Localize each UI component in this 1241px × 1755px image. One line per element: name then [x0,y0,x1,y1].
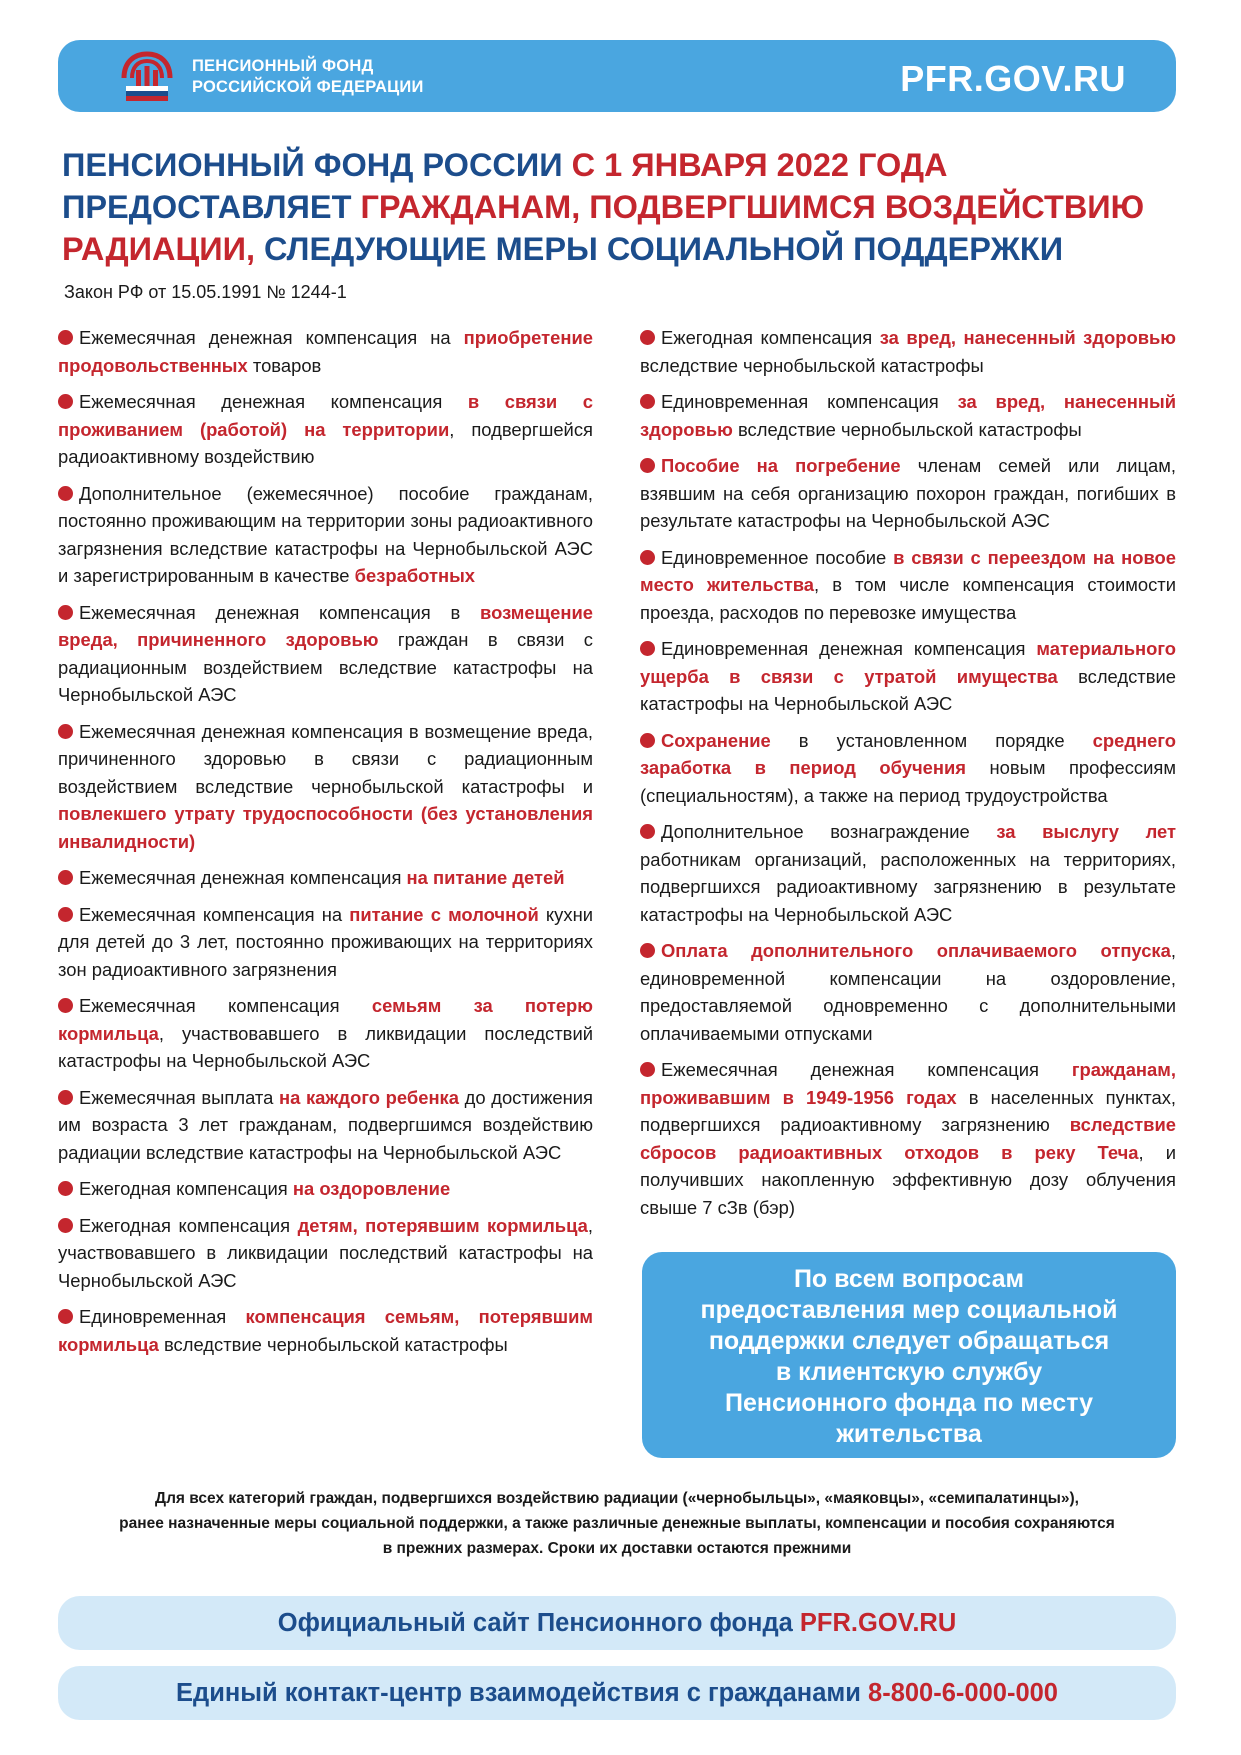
measure-text: кухни для детей до 3 лет, постоянно проживающих на территориях зон радиоактивного загрязнения [58,903,593,980]
measure-highlight: в связи с проживанием (работой) на территории [58,391,593,440]
measure-text: в установленном порядке [770,729,1093,751]
title-part: С 1 ЯНВАРЯ 2022 ГОДА [571,147,948,183]
measure-text: Ежемесячная денежная компенсация на [79,327,464,348]
measure-text: , и получивших накопленную эффективную дозу облучения свыше 7 сЗв (бэр) [640,1141,1176,1218]
measures-right-column [640,324,1176,1230]
measure-item [58,480,593,590]
measure-text: Ежемесячная денежная компенсация [79,867,407,888]
contact-center-label: Единый контакт-центр взаимодействия с гражданами [176,1679,869,1707]
measure-text: Ежегодная компенсация [79,1214,298,1236]
bullet-icon [58,1309,73,1324]
bullet-icon [58,486,73,501]
measure-highlight: за вред, нанесенный здоровью [640,391,1177,440]
measure-text: Ежемесячная компенсация [79,995,372,1016]
measure-text: Единовременное пособие [661,546,894,568]
measure-text: вследствие чернобыльской катастрофы [640,354,984,376]
footnote-line: в прежних размерах. Сроки их доставки остаются прежними [382,1540,852,1557]
measure-item [58,864,593,892]
measure-text: Единовременная денежная компенсация [661,638,1037,659]
measure-highlight: на оздоровление [292,1178,451,1199]
measure-item [58,324,593,379]
measure-text: работникам организаций, расположенных на территориях, подвергшихся радиоактивному загрязнению в результате катастрофы на Чернобыльской АЭС [640,848,1176,925]
measure-text: , в том числе компенсация стоимости проезда, расходов по перевозке имущества [640,574,1176,623]
page-title [62,144,1182,270]
measure-highlight: за вред, нанесенный здоровью [879,327,1177,348]
header-bar [58,40,1176,112]
official-site-bar [58,1596,1176,1650]
measure-text: Ежемесячная денежная компенсация в возмещение вреда, причиненного здоровью в связи с радиационным воздействием вследствие чернобыльской катастрофы и [58,720,593,797]
bullet-icon [58,724,73,739]
contact-center-phone[interactable]: 8-800-6-000-000 [868,1679,1058,1707]
measure-text: Ежегодная компенсация [661,327,880,348]
measure-highlight: за выслугу лет [996,821,1176,842]
measure-highlight: детям, потерявшим кормильца [297,1214,588,1236]
title-line-3 [62,228,1182,270]
measure-highlight: вследствие сбросов радиоактивных отходов в реку Теча [640,1114,1176,1163]
measure-item [58,718,593,856]
measure-text: в населенных пунктах, подвергшихся радиоактивному загрязнению [640,1086,1176,1135]
title-part: ПЕНСИОННЫЙ ФОНД РОССИИ [62,147,572,183]
measure-highlight: питание с молочной [349,903,539,925]
title-part: СЛЕДУЮЩИЕ МЕРЫ СОЦИАЛЬНОЙ ПОДДЕРЖКИ [264,231,1064,267]
measure-item [58,901,593,984]
official-site-label: Официальный сайт Пенсионного фонда [277,1609,800,1637]
measure-highlight: безработных [354,565,475,586]
measure-highlight: на каждого ребенка [278,1086,459,1108]
footnote [58,1486,1176,1561]
measure-highlight: на питание детей [406,867,565,888]
measure-text: , участвовавшего в ликвидации последствий катастрофы на Чернобыльской АЭС [58,1022,593,1071]
measure-text: Дополнительное (ежемесячное) пособие гражданам, постоянно проживающим на территории зоны радиоактивного загрязнения вследствие катастрофы на Чернобыльской АЭС и зарегистрированным в качестве [58,482,593,586]
footnote-line: ранее назначенные меры социальной поддержки, а также различные денежные выплаты, компенсации и пособия сохраняются [119,1515,1115,1532]
measure-item [58,1303,593,1358]
measure-item [640,388,1176,443]
official-site-link[interactable]: PFR.GOV.RU [799,1609,957,1637]
infobox-line: Пенсионного фонда по месту [725,1389,1093,1417]
measure-highlight: Сохранение [661,729,771,751]
measure-text: вследствие катастрофы на Чернобыльской АЭС [640,665,1177,714]
measure-item [58,1084,593,1167]
bullet-icon [640,550,655,565]
measure-highlight: Оплата дополнительного оплачиваемого отпуска [661,940,1171,961]
bullet-icon [640,824,655,839]
bullet-icon [640,394,655,409]
measure-item [640,452,1176,535]
measure-item [640,937,1176,1047]
measure-text: вследствие чернобыльской катастрофы [158,1333,508,1355]
bullet-icon [58,1090,73,1105]
bullet-icon [640,330,655,345]
measure-item [640,727,1176,810]
measure-item [640,818,1176,928]
measure-text: Ежегодная компенсация [79,1178,293,1199]
measure-text: до достижения им возраста 3 лет гражданам, подвергшимся воздействию радиации вследствие катастрофы на Чернобыльской АЭС [58,1086,593,1163]
measure-item [58,1175,593,1203]
measure-text: , подвергшейся радиоактивному воздействию [58,418,593,467]
measure-highlight: возмещение вреда, причиненного здоровью [58,601,593,650]
measure-item [640,1056,1176,1221]
measure-text: новым профессиям (специальностям), а также на период трудоустройства [640,757,1176,806]
measure-highlight: материального ущерба в связи с утратой имущества [640,638,1176,687]
measure-text: членам семей или лицам, взявшим на себя организацию похорон граждан, погибших в результате катастрофы на Чернобыльской АЭС [640,455,1176,531]
measure-item [58,599,593,709]
bullet-icon [640,1062,655,1077]
measure-highlight: в связи с переездом на новое место жительства [640,546,1176,595]
bullet-icon [58,1181,73,1196]
bullet-icon [58,998,73,1013]
header-site-link[interactable]: PFR.GOV.RU [900,58,1126,99]
measures-left-column [58,324,593,1367]
bullet-icon [58,330,73,345]
measure-item [640,324,1176,379]
measure-highlight: повлекшего утрату трудоспособности (без установления инвалидности) [58,803,593,852]
bullet-icon [640,641,655,656]
measure-item [58,1212,593,1295]
law-reference: Закон РФ от 15.05.1991 № 1244-1 [64,282,347,302]
measure-highlight: приобретение продовольственных [58,327,593,376]
infobox-line: предоставления мер социальной [700,1296,1118,1324]
measure-highlight: компенсация семьям, потерявшим кормильца [58,1306,593,1355]
measure-text: Единовременная [79,1306,246,1327]
title-part: РАДИАЦИИ, [62,231,264,267]
infobox-line: жительства [836,1420,982,1448]
measure-highlight: семьям за потерю кормильца [58,995,593,1044]
org-name [192,56,424,98]
bullet-icon [640,458,655,473]
measure-text: вследствие чернобыльской катастрофы [732,418,1082,440]
measure-text: граждан в связи с радиационным воздействием вследствие катастрофы на Чернобыльской АЭС [58,629,593,705]
measure-text: , единовременной компенсации на оздоровление, предоставляемой одновременно с дополнительными оплачиваемыми отпусками [640,940,1176,1044]
measure-item [58,992,593,1075]
measure-item [640,544,1176,627]
contact-info-box [642,1252,1176,1458]
measure-item [58,388,593,471]
bullet-icon [58,394,73,409]
contact-center-bar [58,1666,1176,1720]
title-part: ГРАЖДАНАМ, ПОДВЕРГШИМСЯ ВОЗДЕЙСТВИЮ [360,189,1145,225]
measure-text: Ежемесячная денежная компенсация [79,391,468,412]
measure-highlight: среднего заработка в период обучения [640,729,1176,778]
measure-text: Ежемесячная денежная компенсация в [79,601,481,623]
bullet-icon [640,733,655,748]
measure-text: Дополнительное вознаграждение [661,821,997,842]
title-part: ПРЕДОСТАВЛЯЕТ [62,189,361,225]
bullet-icon [58,1218,73,1233]
bullet-icon [58,907,73,922]
measure-text: Ежемесячная денежная компенсация [661,1059,1072,1080]
infobox-line: поддержки следует обращаться [708,1327,1110,1355]
measure-text: , участвовавшего в ликвидации последствий катастрофы на Чернобыльской АЭС [58,1214,593,1291]
measure-text: Ежемесячная выплата [79,1086,279,1108]
infobox-line: в клиентскую службу [775,1358,1043,1386]
footnote-line: Для всех категорий граждан, подвергшихся воздействию радиации («чернобыльцы», «маяковцы», «семипалатинцы»), [155,1490,1079,1507]
measure-item [640,635,1176,718]
infobox-line: По всем вопросам [793,1265,1025,1293]
pfr-logo-icon [118,48,176,106]
measure-text: Ежемесячная компенсация на [79,903,350,925]
measure-highlight: Пособие на погребение [661,455,901,476]
measure-text: Единовременная компенсация [661,391,958,412]
measure-highlight: гражданам, проживавшим в 1949-1956 годах [640,1059,1176,1108]
title-line-2 [62,186,1182,228]
measure-text: товаров [247,354,322,376]
org-name-line2: РОССИЙСКОЙ ФЕДЕРАЦИИ [192,78,424,96]
bullet-icon [58,870,73,885]
bullet-icon [58,605,73,620]
title-line-1 [62,144,1182,186]
bullet-icon [640,943,655,958]
org-name-line1: ПЕНСИОННЫЙ ФОНД [192,57,374,75]
